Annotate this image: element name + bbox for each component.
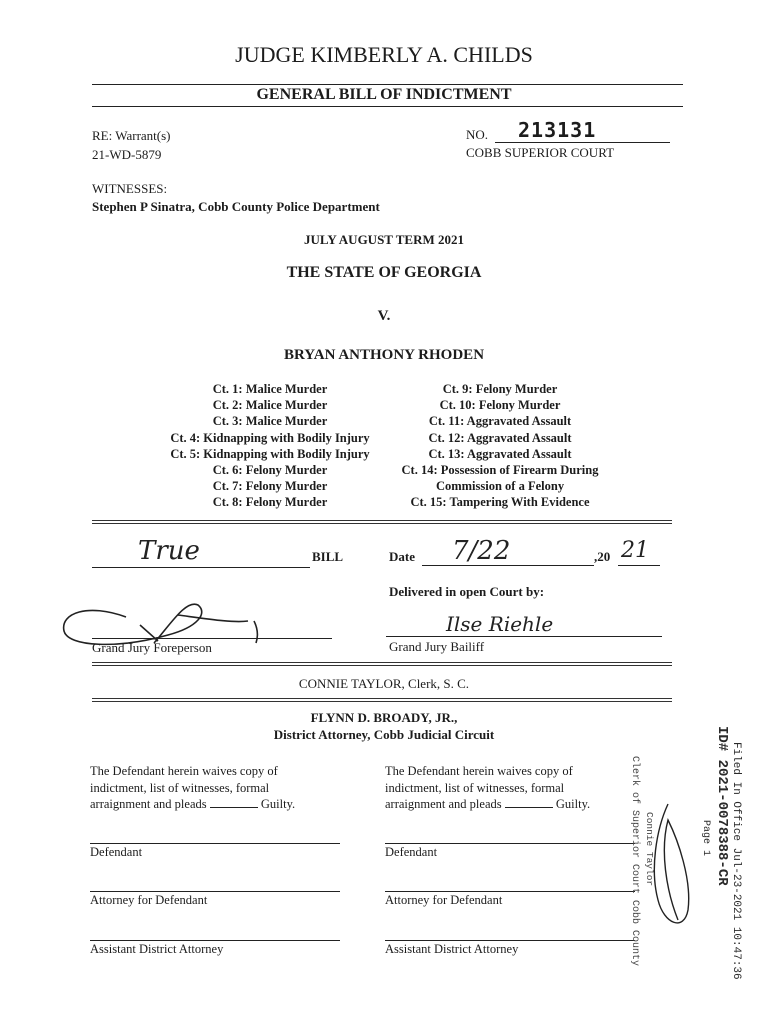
- warrant-number: 21-WD-5879: [92, 147, 162, 162]
- waiver-line: arraignment and pleads Guilty.: [90, 797, 296, 811]
- header-rule-top: [92, 84, 683, 85]
- filing-stamp-date: Filed In Office Jul-23-2021 10:47:36: [730, 742, 742, 980]
- filing-stamp-id: ID# 2021-0078388-CR: [714, 726, 730, 886]
- foreperson-label: Grand Jury Foreperson: [92, 640, 212, 655]
- counts-left: [130, 381, 410, 511]
- count-item: Ct. 9: Felony Murder: [442, 382, 558, 396]
- ada-sign-line[interactable]: [385, 940, 635, 941]
- bailiff-label: Grand Jury Bailiff: [389, 639, 485, 654]
- clerk-of-court-stamp: Clerk of Superior Court Cobb County: [629, 756, 640, 967]
- case-number: 213131: [518, 118, 597, 142]
- count-item: Ct. 5: Kidnapping with Bodily Injury: [170, 446, 370, 461]
- count-item: Ct. 6: Felony Murder: [212, 463, 328, 478]
- count-item: Ct. 15: Tampering With Evidence: [410, 495, 590, 510]
- waiver-line: The Defendant herein waives copy of: [385, 764, 573, 778]
- clerk-stamp-name: Connie Taylor: [644, 812, 655, 887]
- count-item: Commission of a Felony: [435, 479, 565, 494]
- handwritten-date: 7/22: [452, 536, 511, 566]
- judge-name: JUDGE KIMBERLY A. CHILDS: [235, 42, 533, 67]
- count-item: Ct. 4: Kidnapping with Bodily Injury: [170, 430, 370, 445]
- waiver-left: [90, 763, 350, 813]
- defendant-label: Defendant: [90, 845, 143, 859]
- ada-sign-line[interactable]: [90, 940, 340, 941]
- year-line: [618, 565, 660, 566]
- clerk-name: CONNIE TAYLOR, Clerk, S. C.: [298, 676, 470, 691]
- count-item: Ct. 2: Malice Murder: [212, 398, 328, 413]
- witnesses-label: WITNESSES:: [92, 181, 168, 196]
- defendant-sign-line[interactable]: [385, 843, 635, 844]
- state-title: THE STATE OF GEORGIA: [286, 264, 482, 281]
- count-item: Ct. 13: Aggravated Assault: [428, 446, 572, 461]
- da-name: FLYNN D. BROADY, JR.,: [310, 710, 458, 725]
- year-prefix: ,20: [594, 549, 611, 564]
- bailiff-signature: Ilse Riehle: [446, 612, 554, 636]
- count-item: Ct. 3: Malice Murder: [212, 414, 328, 429]
- ada-label: Assistant District Attorney: [385, 942, 519, 956]
- count-item: Ct. 12: Aggravated Assault: [428, 430, 572, 445]
- waiver-line: indictment, list of witnesses, formal: [385, 780, 565, 795]
- count-item: Ct. 8: Felony Murder: [212, 495, 328, 510]
- bailiff-line: [386, 636, 662, 637]
- clerk-signature: [638, 800, 698, 940]
- date-label: Date: [389, 549, 415, 564]
- bill-label: BILL: [312, 549, 344, 564]
- case-no-label: NO.: [466, 127, 489, 142]
- foreperson-line: [92, 638, 332, 639]
- header-rule-bottom: [92, 106, 683, 107]
- case-number-line: [495, 142, 670, 143]
- count-item: Ct. 7: Felony Murder: [212, 479, 328, 494]
- attorney-sign-line[interactable]: [90, 891, 340, 892]
- plea-blank[interactable]: [505, 807, 553, 808]
- waiver-line: The Defendant herein waives copy of: [90, 764, 278, 778]
- versus: V.: [377, 308, 391, 324]
- document-title: GENERAL BILL OF INDICTMENT: [256, 86, 512, 103]
- handwritten-year: 21: [621, 538, 649, 563]
- da-title: District Attorney, Cobb Judicial Circuit: [273, 727, 495, 742]
- attorney-label: Attorney for Defendant: [385, 893, 503, 907]
- section-divider: [92, 520, 672, 524]
- count-item: Ct. 1: Malice Murder: [212, 382, 328, 396]
- waiver-line: indictment, list of witnesses, formal: [90, 780, 270, 795]
- plea-blank[interactable]: [210, 807, 258, 808]
- witnesses-names: Stephen P Sinatra, Cobb County Police Department: [92, 199, 380, 214]
- waiver-right: [385, 763, 645, 813]
- verdict-line: [92, 567, 310, 568]
- count-item: Ct. 11: Aggravated Assault: [428, 414, 572, 429]
- filing-stamp-page: Page 1: [700, 820, 711, 857]
- re-warrant-label: RE: Warrant(s): [92, 128, 171, 143]
- defendant-sign-line[interactable]: [90, 843, 340, 844]
- waiver-line: arraignment and pleads Guilty.: [385, 797, 591, 811]
- count-item: Ct. 10: Felony Murder: [439, 398, 561, 413]
- attorney-label: Attorney for Defendant: [90, 893, 208, 907]
- count-item: Ct. 14: Possession of Firearm During: [401, 463, 599, 478]
- clerk-divider-bottom: [92, 698, 672, 702]
- clerk-divider-top: [92, 662, 672, 666]
- ada-label: Assistant District Attorney: [90, 942, 224, 956]
- defendant-label: Defendant: [385, 845, 438, 859]
- handwritten-verdict: True: [138, 536, 200, 566]
- court-name: COBB SUPERIOR COURT: [466, 145, 615, 160]
- term: JULY AUGUST TERM 2021: [303, 232, 464, 247]
- counts-right: [375, 381, 625, 511]
- attorney-sign-line[interactable]: [385, 891, 635, 892]
- defendant-name: BRYAN ANTHONY RHODEN: [283, 347, 485, 363]
- delivered-label: Delivered in open Court by:: [389, 584, 545, 599]
